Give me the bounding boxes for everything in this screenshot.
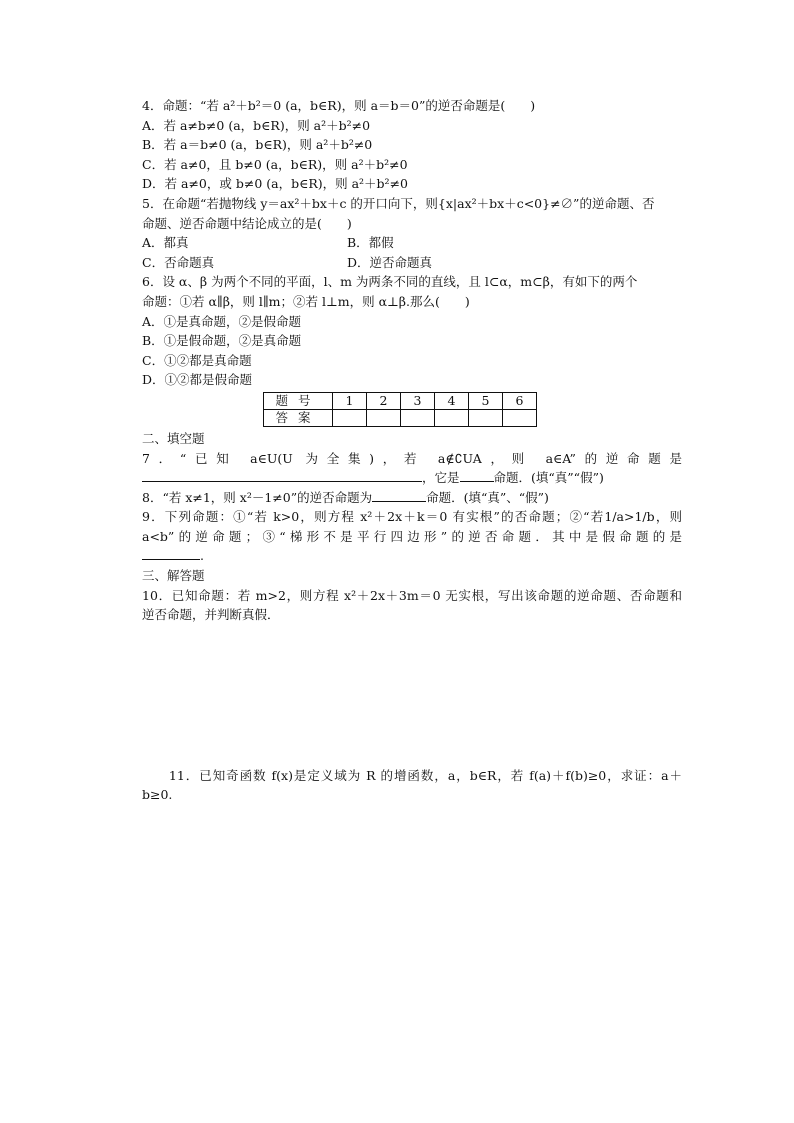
- answer-cell[interactable]: [367, 409, 401, 426]
- q6-stem-line2: 命题：①若 α∥β，则 l∥m；②若 l⊥m，则 α⊥β.那么( ): [142, 293, 470, 309]
- answer-cell[interactable]: [435, 409, 469, 426]
- q8-head: 8．“若 x≠1，则 x²－1≠0”的逆否命题为: [142, 489, 373, 505]
- q8-tail: 命题．(填“真”、“假”): [426, 489, 549, 505]
- q10-line1: 10．已知命题：若 m>2，则方程 x²＋2x＋3m＝0 无实根，写出该命题的逆命题、否命题和: [142, 587, 682, 603]
- answer-table-number: 1: [333, 392, 367, 409]
- q8-answer-blank[interactable]: [372, 489, 426, 502]
- answer-table-number: 3: [401, 392, 435, 409]
- section3-title: 三、解答题: [142, 568, 205, 584]
- answer-cell[interactable]: [401, 409, 435, 426]
- q11-line1: 11．已知奇函数 f(x)是定义域为 R 的增函数，a，b∈R，若 f(a)＋f(b)≥0，求证：a＋: [142, 767, 682, 783]
- q4-stem: 4．命题：“若 a²＋b²＝0 (a，b∈R)，则 a＝b＝0”的逆否命题是( ): [142, 98, 536, 113]
- q4-option-c: C．若 a≠0，且 b≠0 (a，b∈R)，则 a²＋b²≠0: [142, 156, 408, 172]
- q4-option-b: B．若 a＝b≠0 (a，b∈R)，则 a²＋b²≠0: [142, 137, 373, 153]
- answer-cell[interactable]: [333, 409, 367, 426]
- q5-option-d: D．逆否命题真: [347, 254, 433, 270]
- q5-options-row2: [142, 253, 682, 273]
- q6-option-b: B．①是假命题，②是真命题: [142, 333, 302, 349]
- q4-option-d: D．若 a≠0，或 b≠0 (a，b∈R)，则 a²＋b²≠0: [142, 176, 408, 192]
- q5-option-c: C．否命题真: [142, 254, 215, 270]
- q6-option-a: A．①是真命题，②是假命题: [142, 313, 302, 329]
- q7-answer-blank-1[interactable]: [142, 469, 422, 482]
- q7-line2-end: 命题．(填“真”“假”): [493, 470, 604, 486]
- q6-option-c: C．①②都是真命题: [142, 352, 252, 368]
- q11-line2: b≥0.: [142, 787, 173, 803]
- section2-title: 二、填空题: [142, 430, 205, 446]
- q5-stem-line2: 命题、逆否命题中结论成立的是( ): [142, 215, 352, 231]
- answer-cell[interactable]: [469, 409, 503, 426]
- q9-line1: 9．下列命题：①“若 k>0，则方程 x²＋2x＋k＝0 有实根”的否命题；②“若1/a>1/b，则: [142, 509, 682, 525]
- q10-answer-space[interactable]: [142, 625, 682, 766]
- q9-line3: [142, 546, 682, 566]
- answer-cell[interactable]: [503, 409, 537, 426]
- q4-option-a: A．若 a≠b≠0 (a，b∈R)，则 a²＋b²≠0: [142, 117, 371, 133]
- q10-line2: 逆否命题，并判断真假．: [142, 607, 280, 623]
- q7-answer-blank-2[interactable]: [460, 469, 494, 482]
- answer-table-label-answer: 答案: [264, 409, 333, 426]
- q9-end: .: [200, 548, 204, 564]
- answer-table-number: 4: [435, 392, 469, 409]
- q9-answer-blank[interactable]: [142, 547, 200, 560]
- answer-table-header-row: [264, 392, 537, 409]
- answer-table-answer-row: [264, 409, 537, 426]
- answer-table-number: 6: [503, 392, 537, 409]
- q5-option-b: B．都假: [347, 235, 394, 251]
- q5-option-a: A．都真: [142, 235, 189, 251]
- answer-table-number: 5: [469, 392, 503, 409]
- answer-table: [263, 392, 537, 427]
- q5-stem-line1: 5．在命题“若抛物线 y＝ax²＋bx＋c 的开口向下，则{x|ax²＋bx＋c<0}≠∅”的逆命题、否: [142, 195, 655, 211]
- answer-table-number: 2: [367, 392, 401, 409]
- q6-stem-line1: 6．设 α、β 为两个不同的平面，l、m 为两条不同的直线，且 l⊂α，m⊂β，有如下的两个: [142, 274, 638, 290]
- worksheet: [142, 96, 682, 805]
- q7-line2: [142, 468, 682, 488]
- q5-options-row1: [142, 233, 682, 253]
- q7-line2-mid: ，它是: [422, 470, 460, 486]
- q6-option-d: D．①②都是假命题: [142, 372, 253, 388]
- q8: [142, 488, 682, 508]
- q7-line1: 7．“已知 a∈U(U 为全集)，若 a∉∁UA，则 a∈A”的逆命题是: [142, 450, 682, 466]
- q9-line2: a<b”的逆命题；③“梯形不是平行四边形”的逆否命题．其中是假命题的是: [142, 528, 682, 544]
- answer-table-label-number: 题号: [264, 392, 333, 409]
